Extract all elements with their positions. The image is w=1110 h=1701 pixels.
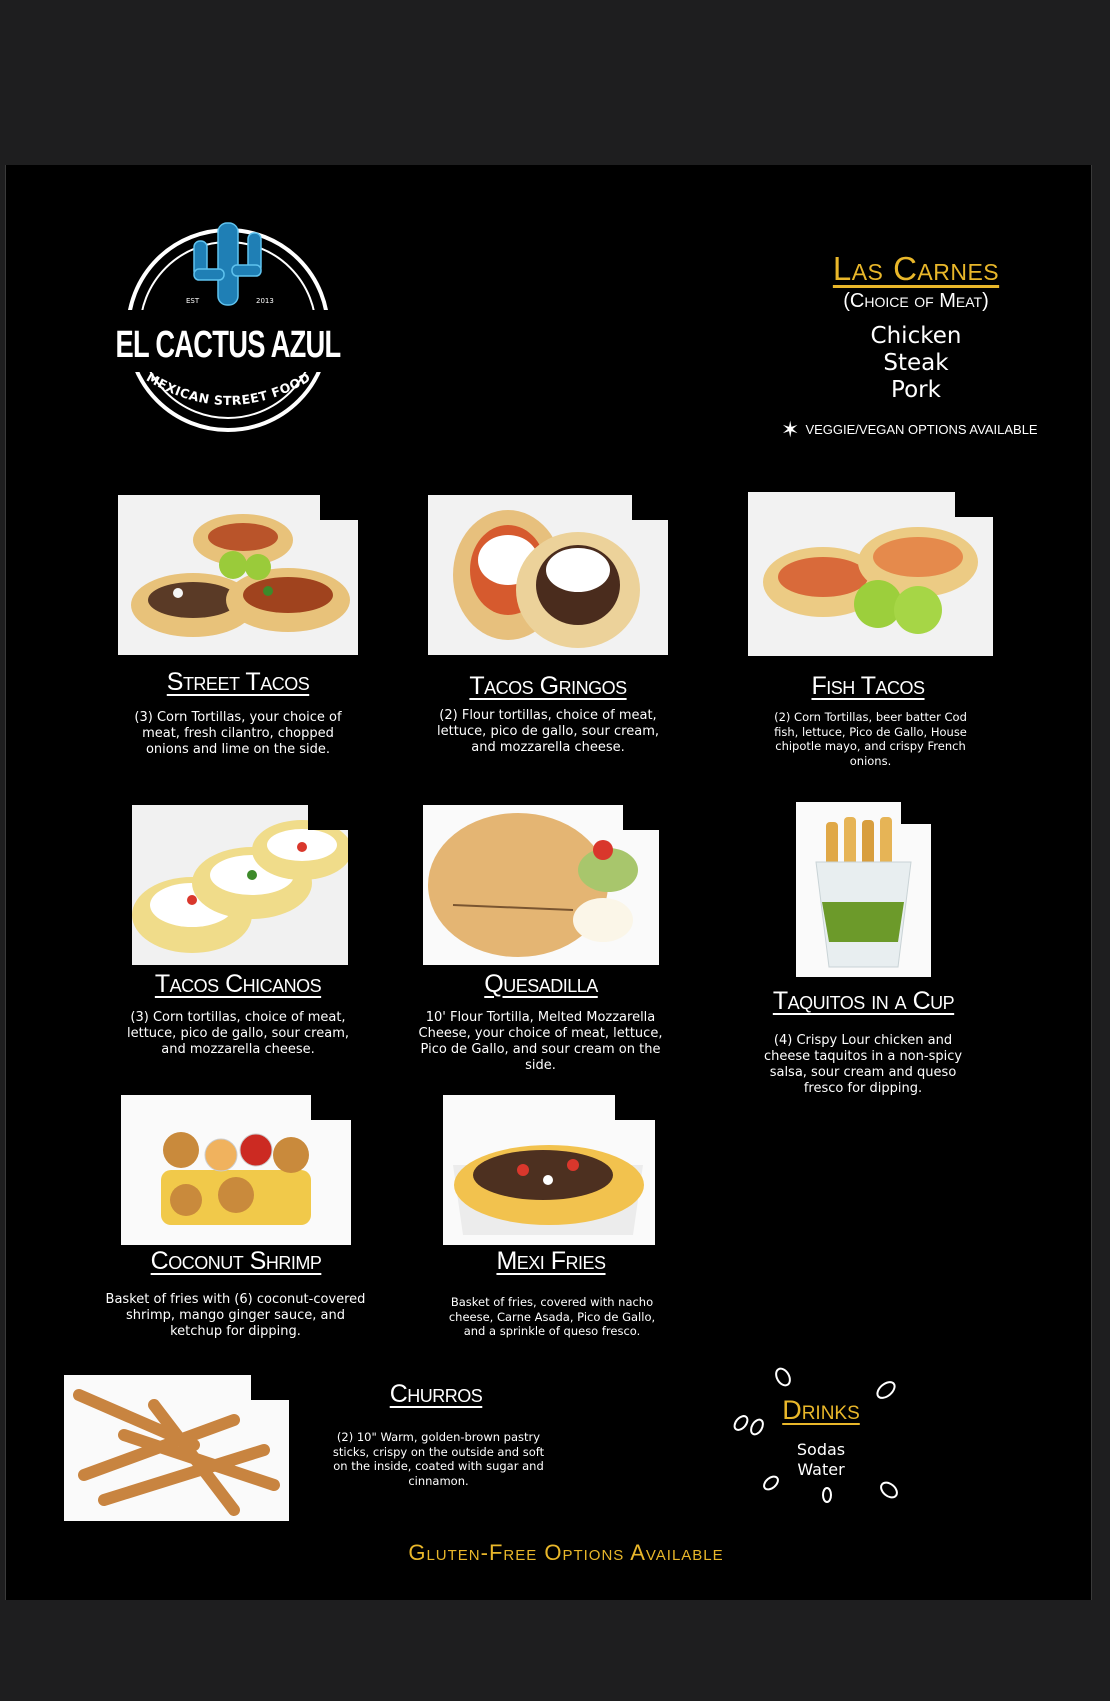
quesadilla-photo (423, 805, 659, 965)
brand-logo (106, 215, 351, 445)
meat-item: Steak (883, 350, 949, 376)
brand-tagline: MEXICAN STREET FOOD (143, 369, 314, 409)
item-description: (2) Corn Tortillas, beer batter Cod fish, lettuce, Pico de Gallo, House chipotle mayo, and crispy French onions. (774, 710, 967, 768)
item-name: Mexi Fries (496, 1247, 606, 1275)
veggie-note-text: VEGGIE/VEGAN OPTIONS AVAILABLE (805, 422, 1038, 437)
item-description: (3) Corn Tortillas, your choice of meat, fresh cilantro, chopped onions and lime on the side. (134, 710, 342, 757)
taquitos-photo (796, 802, 931, 977)
star-icon: ✶ (781, 417, 800, 442)
meat-item: Pork (891, 377, 941, 403)
meat-section-title: Las Carnes (832, 250, 1000, 287)
churros-photo (64, 1375, 289, 1521)
meat-choices (801, 250, 1031, 404)
gluten-free-note: Gluten-Free Options Available (408, 1540, 724, 1565)
menu-page (5, 165, 1092, 1600)
item-description: (2) Flour tortillas, choice of meat, lettuce, pico de gallo, sour cream, and mozzarella cheese. (436, 708, 659, 755)
item-name: Coconut Shrimp (150, 1247, 322, 1275)
item-description: (4) Crispy Lour chicken and cheese taquitos in a non-spicy salsa, sour cream and queso fresco for dipping. (763, 1033, 963, 1096)
coconut-shrimp-photo (121, 1095, 351, 1245)
item-name: Churros (389, 1380, 483, 1408)
fish-tacos-photo (748, 492, 993, 656)
est-year: 2013 (256, 297, 274, 305)
drink-item: Water (797, 1460, 845, 1479)
tacos-gringos-photo (428, 495, 668, 655)
tacos-chicanos-photo (132, 805, 348, 965)
item-description: (3) Corn tortillas, choice of meat, lettuce, pico de gallo, sour cream, and mozzarella cheese. (126, 1010, 349, 1057)
brand-name: EL CACTUS AZUL (115, 324, 342, 366)
meat-list (801, 323, 1031, 404)
cactus-icon (194, 223, 261, 305)
item-description: Basket of fries, covered with nacho cheese, Carne Asada, Pico de Gallo, and a sprinkle of queso fresco. (448, 1295, 656, 1338)
item-description: Basket of fries with (6) coconut-covered shrimp, mango ginger sauce, and ketchup for dipping. (105, 1292, 366, 1339)
mexi-fries-photo (443, 1095, 655, 1245)
drink-item: Sodas (796, 1440, 846, 1459)
veggie-note (781, 417, 1051, 443)
item-name: Quesadilla (484, 970, 598, 998)
item-description: (2) 10" Warm, golden-brown pastry sticks, crispy on the outside and soft on the inside, coated with sugar and cinnamon. (332, 1430, 545, 1488)
item-name: Fish Tacos (811, 672, 925, 700)
drinks-list (766, 1440, 876, 1480)
drinks-title: Drinks (782, 1395, 860, 1425)
est-label: EST (186, 297, 200, 305)
meat-item: Chicken (870, 323, 962, 349)
item-name: Tacos Gringos (469, 672, 627, 700)
meat-section-subtitle: (Choice of Meat) (843, 290, 989, 312)
street-tacos-photo (118, 495, 358, 655)
item-name: Street Tacos (166, 668, 310, 696)
item-description: 10' Flour Tortilla, Melted Mozzarella Cheese, your choice of meat, lettuce, Pico de Gallo, and sour cream on the side. (418, 1010, 663, 1073)
item-name: Tacos Chicanos (154, 970, 322, 998)
item-name: Taquitos in a Cup (772, 987, 955, 1015)
splash-decoration (721, 1365, 911, 1505)
